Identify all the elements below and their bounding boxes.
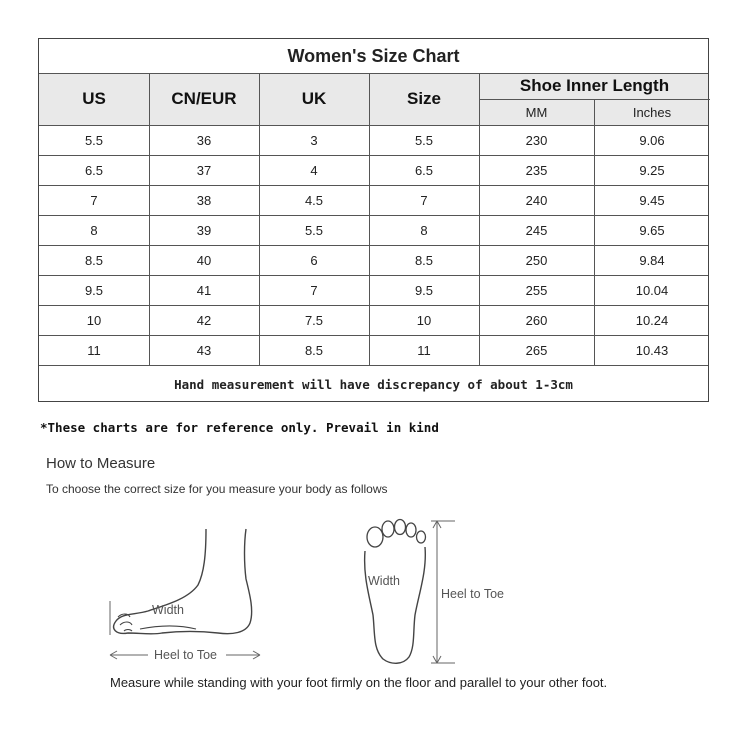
measurement-note: Hand measurement will have discrepancy of about 1-3cm: [174, 376, 573, 392]
cell-us: 8.5: [84, 252, 104, 268]
size-chart-table: [38, 38, 709, 402]
toe-outline: [118, 614, 132, 631]
cell-us: 7: [90, 192, 98, 208]
grid-line: [39, 155, 708, 156]
cell-mm: 265: [525, 342, 548, 358]
cell-cn-eur: 37: [196, 162, 212, 178]
grid-line: [39, 275, 708, 276]
foot-sole-view-diagram: [355, 515, 525, 670]
sole-curve: [140, 626, 196, 629]
cell-mm: 230: [525, 132, 548, 148]
cell-us: 10: [86, 312, 102, 328]
cell-size: 5.5: [414, 132, 434, 148]
sole-width-label: Width: [368, 574, 400, 588]
cell-mm: 245: [525, 222, 548, 238]
cell-uk: 4: [310, 162, 318, 178]
cell-uk: 4.5: [304, 192, 324, 208]
cell-size: 8: [420, 222, 428, 238]
cell-cn-eur: 42: [196, 312, 212, 328]
grid-line: [39, 365, 708, 366]
cell-us: 6.5: [84, 162, 104, 178]
header-uk: UK: [301, 89, 327, 108]
foot-side-view-diagram: [100, 525, 270, 670]
cell-inches: 10.43: [635, 342, 669, 358]
cell-size: 10: [416, 312, 432, 328]
cell-cn-eur: 43: [196, 342, 212, 358]
grid-line: [594, 99, 595, 365]
how-to-measure-title: How to Measure: [46, 455, 156, 472]
table-row: [39, 335, 708, 365]
cell-size: 8.5: [414, 252, 434, 268]
cell-size: 11: [417, 342, 431, 358]
table-row: [39, 215, 708, 245]
side-width-label: Width: [152, 603, 184, 617]
cell-cn-eur: 36: [196, 132, 212, 148]
toe-outline: [395, 520, 406, 535]
sole-length-label: Heel to Toe: [441, 587, 505, 601]
table-row: [39, 185, 708, 215]
reference-disclaimer: *These charts are for reference only. Prevail in kind: [40, 420, 439, 435]
cell-cn-eur: 39: [196, 222, 212, 238]
cell-us: 5.5: [84, 132, 104, 148]
cell-us: 9.5: [84, 282, 104, 298]
cell-cn-eur: 38: [196, 192, 212, 208]
measure-instruction: Measure while standing with your foot firmly on the floor and parallel to your other foot.: [110, 675, 608, 690]
cell-uk: 8.5: [304, 342, 324, 358]
cell-us: 11: [87, 342, 101, 358]
cell-cn-eur: 41: [196, 282, 212, 298]
cell-inches: 10.24: [635, 312, 669, 328]
cell-uk: 7.5: [304, 312, 324, 328]
table-row: [39, 245, 708, 275]
cell-mm: 255: [525, 282, 548, 298]
cell-inches: 9.45: [639, 192, 665, 208]
header-mm: MM: [525, 104, 548, 120]
table-title-row: [39, 39, 708, 73]
header-inches: Inches: [632, 104, 672, 120]
side-length-label: Heel to Toe: [154, 648, 218, 662]
toe-outline: [406, 523, 416, 537]
how-to-measure-subtitle: To choose the correct size for you measure your body as follows: [46, 482, 388, 496]
cell-mm: 235: [525, 162, 548, 178]
table-row: [39, 155, 708, 185]
cell-size: 7: [420, 192, 428, 208]
cell-inches: 9.25: [639, 162, 665, 178]
sole-outline: [365, 547, 426, 663]
header-inner-length: Shoe Inner Length: [519, 76, 670, 95]
cell-size: 9.5: [414, 282, 434, 298]
table-row: [39, 125, 708, 155]
cell-mm: 240: [525, 192, 548, 208]
table-title: Women's Size Chart: [287, 45, 460, 66]
grid-line: [39, 73, 708, 74]
toe-outline: [382, 521, 394, 537]
cell-uk: 7: [310, 282, 318, 298]
foot-side-outline: [114, 529, 252, 634]
cell-mm: 260: [525, 312, 548, 328]
cell-uk: 5.5: [304, 222, 324, 238]
table-row: [39, 275, 708, 305]
grid-line: [39, 245, 708, 246]
header-size: Size: [406, 89, 442, 108]
big-toe-outline: [367, 527, 383, 547]
grid-line: [149, 73, 150, 365]
toe-outline: [417, 531, 426, 543]
cell-uk: 3: [310, 132, 318, 148]
cell-inches: 9.65: [639, 222, 665, 238]
cell-uk: 6: [310, 252, 318, 268]
grid-line: [39, 215, 708, 216]
header-us: US: [82, 89, 106, 108]
cell-us: 8: [90, 222, 98, 238]
cell-inches: 10.04: [635, 282, 669, 298]
grid-line: [479, 73, 480, 365]
table-row: [39, 305, 708, 335]
grid-line: [39, 305, 708, 306]
cell-size: 6.5: [414, 162, 434, 178]
grid-line: [259, 73, 260, 365]
grid-line: [39, 125, 708, 126]
cell-cn-eur: 40: [196, 252, 212, 268]
cell-inches: 9.06: [639, 132, 665, 148]
cell-mm: 250: [525, 252, 548, 268]
grid-line: [39, 185, 708, 186]
header-cn-eur: CN/EUR: [171, 89, 237, 108]
grid-line: [39, 335, 708, 336]
cell-inches: 9.84: [639, 252, 665, 268]
grid-line: [369, 73, 370, 365]
